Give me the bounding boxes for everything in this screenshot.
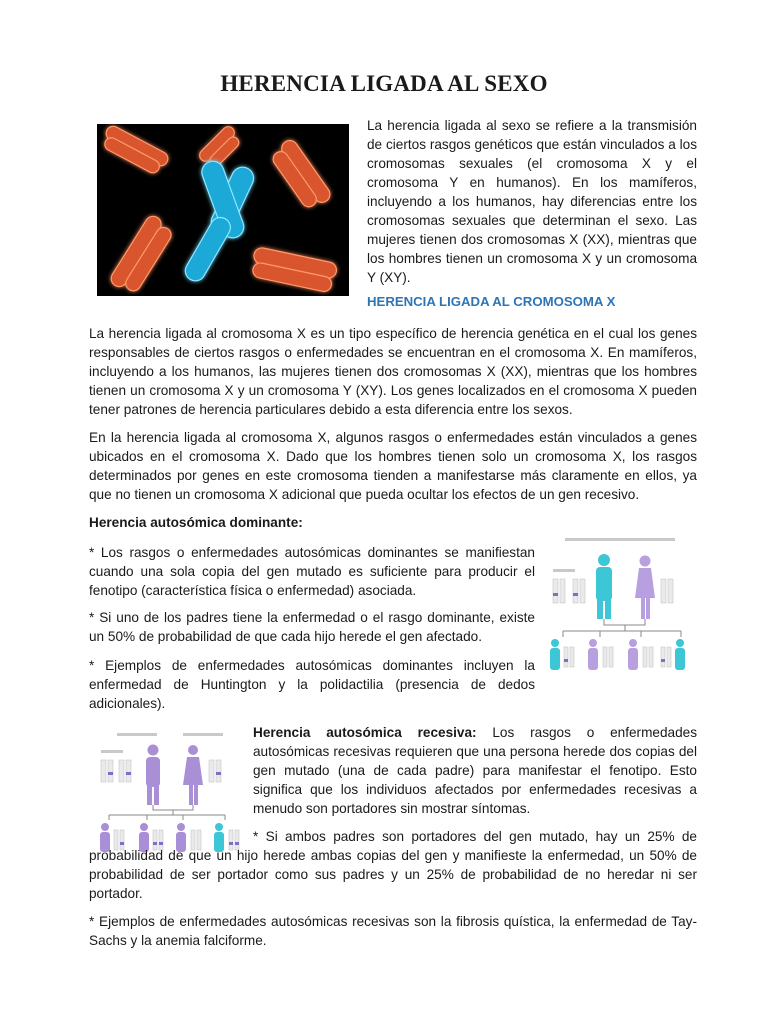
dominant-bullet-3: * Ejemplos de enfermedades autosómicas dominantes incluyen la enfermedad de Huntington y la polidactilia (presencia de dedos adicionales). — [89, 658, 535, 711]
document-title: HERENCIA LIGADA AL SEXO — [220, 71, 548, 96]
recessive-bullet-1 — [89, 827, 697, 903]
recessive-text: Los rasgos o enfermedades autosómicas recesivas requieren que una persona herede dos copias del gen mutado (una de cada padre) para manifestar el fenotipo. Esto significa que los individuos afectados por enfermedades recesivas a menudo son portadores sin mostrar síntomas. — [253, 725, 697, 816]
recessive-paragraph — [253, 723, 697, 818]
dominant-inheritance-diagram — [545, 535, 697, 683]
dominant-heading: Herencia autosómica dominante: — [89, 515, 303, 530]
section-x-heading: HERENCIA LIGADA AL CROMOSOMA X — [367, 294, 616, 309]
recessive-bullet-1-text: * Si ambos padres son portadores del gen mutado, hay un 25% de probabilidad de que un hijo herede ambas copias del gen y manifieste la enfermedad, un 50% de probabilidad de ser portador como sus padres y un 25% de probabilidad de no heredar ni ser portador. — [89, 829, 697, 901]
intro-paragraph: La herencia ligada al sexo se refiere a la transmisión de ciertos rasgos genéticos que están vinculados a los cromosomas sexuales (el cromosoma X y el cromosoma Y en humanos). En los mamíferos, incluyendo a los humanos, hay diferencias entre los cromosomas sexuales que determinan el sexo. Las mujeres tienen dos cromosomas X (XX), mientras que los hombres tienen un cromosoma X y un cromosoma Y (XY). — [367, 118, 697, 285]
chromosomes-image — [97, 124, 349, 296]
recessive-heading: Herencia autosómica recesiva: — [253, 725, 477, 740]
section-x-paragraph-1: La herencia ligada al cromosoma X es un tipo específico de herencia genética en el cual los genes responsables de ciertos rasgos o enfermedades se encuentran en el cromosoma X. En mamíferos, incluyendo a los humanos, las mujeres tienen dos cromosomas X (XX), mientras que los hombres tienen un cromosoma X y un cromosoma Y (XY). Los genes localizados en el cromosoma X pueden tener patrones de herencia particulares debido a esta diferencia entre los sexos. — [89, 326, 697, 417]
section-x-paragraph-2: En la herencia ligada al cromosoma X, algunos rasgos o enfermedades están vinculados a genes ubicados en el cromosoma X. Dado que los hombres tienen solo un cromosoma X, los rasgos determinados por genes en este cromosoma tienden a manifestarse más claramente en ellos, ya que no tienen un cromosoma X adicional que pueda ocultar los efectos de un gen recesivo. — [89, 430, 697, 502]
dominant-bullet-1: * Los rasgos o enfermedades autosómicas dominantes se manifiestan cuando una sola copia del gen mutado es suficiente para producir el fenotipo (característica física o enfermedad) asociada. — [89, 545, 535, 598]
dominant-bullet-2: * Si uno de los padres tiene la enfermedad o el rasgo dominante, existe un 50% de probabilidad de que cada hijo herede el gen afectado. — [89, 610, 535, 644]
recessive-bullet-2: * Ejemplos de enfermedades autosómicas recesivas son la fibrosis quística, la enfermedad de Tay-Sachs y la anemia falciforme. — [89, 914, 697, 948]
